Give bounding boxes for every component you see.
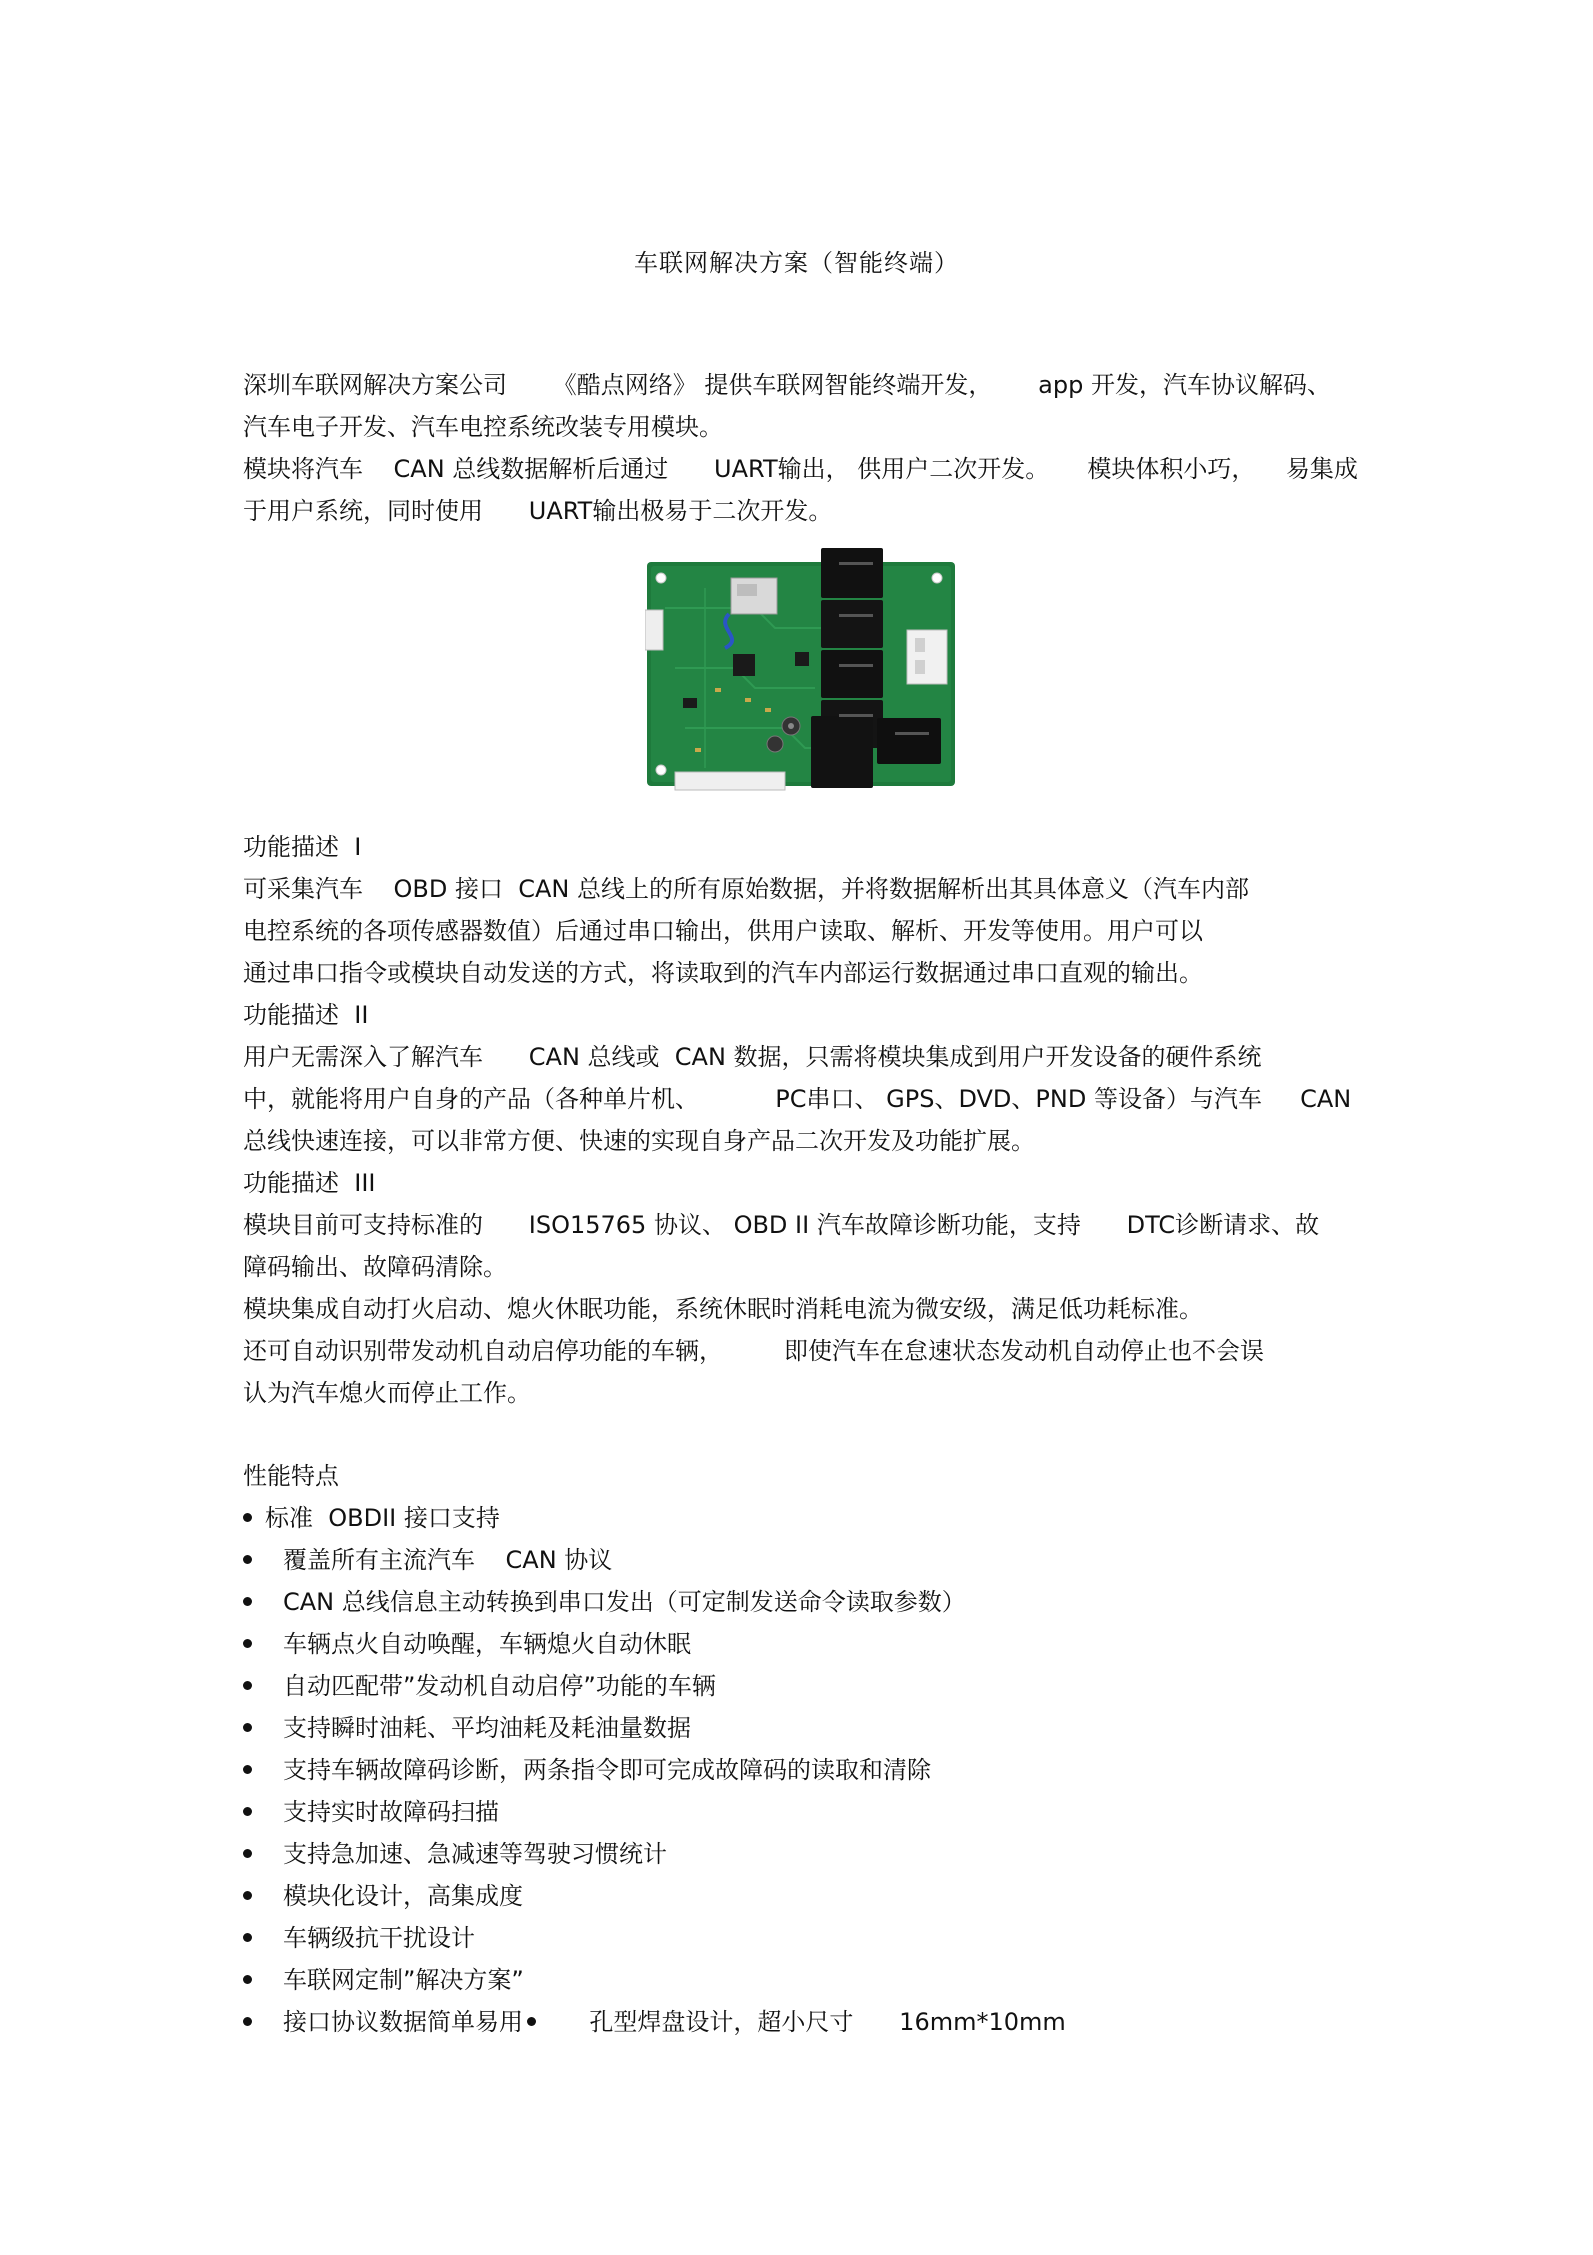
feature-item: 车辆点火自动唤醒，车辆熄火自动休眠 <box>243 1629 691 1659</box>
bullet-icon <box>243 1975 252 1984</box>
bullet-icon <box>243 1723 252 1732</box>
intro-line-4: 于用户系统，同时使用 UART输出极易于二次开发。 <box>243 497 833 525</box>
feature-item: 支持车辆故障码诊断，两条指令即可完成故障码的读取和清除 <box>243 1755 931 1785</box>
document-title: 车联网解决方案（智能终端） <box>634 249 959 277</box>
feature-item: 自动匹配带”发动机自动启停”功能的车辆 <box>243 1671 716 1701</box>
bullet-icon <box>243 1639 252 1648</box>
feature-item: CAN 总线信息主动转换到串口发出（可定制发送命令读取参数） <box>243 1587 966 1617</box>
section1-line-1: 可采集汽车 OBD 接口 CAN 总线上的所有原始数据，并将数据解析出其具体意义（汽车内部 <box>243 875 1249 903</box>
intro-line-3: 模块将汽车 CAN 总线数据解析后通过 UART输出， 供用户二次开发。 模块体积小巧， 易集成 <box>243 455 1358 483</box>
section3-line-1: 模块目前可支持标准的 ISO15765 协议、 OBD II 汽车故障诊断功能，支持 DTC诊断请求、故 <box>243 1211 1320 1239</box>
section2-line-1: 用户无需深入了解汽车 CAN 总线或 CAN 数据，只需将模块集成到用户开发设备的硬件系统 <box>243 1043 1262 1071</box>
feature-item: 支持瞬时油耗、平均油耗及耗油量数据 <box>243 1713 691 1743</box>
bullet-icon <box>243 1555 252 1564</box>
bullet-icon <box>243 1765 252 1774</box>
bullet-icon <box>243 1807 252 1816</box>
bullet-icon <box>243 2017 252 2026</box>
feature-item: 接口协议数据简单易用 孔型焊盘设计，超小尺寸 16mm*10mm <box>243 2007 1066 2037</box>
section2-line-2: 中，就能将用户自身的产品（各种单片机、 PC串口、 GPS、DVD、PND 等设备）与汽车 CAN <box>243 1085 1352 1113</box>
feature-item: 覆盖所有主流汽车 CAN 协议 <box>243 1545 612 1575</box>
circuit-board-image <box>645 548 957 806</box>
section1-line-3: 通过串口指令或模块自动发送的方式，将读取到的汽车内部运行数据通过串口直观的输出。 <box>243 959 1203 987</box>
section3-line-5: 认为汽车熄火而停止工作。 <box>243 1379 531 1407</box>
bullet-icon <box>243 1513 252 1522</box>
features-heading: 性能特点 <box>243 1462 339 1490</box>
section2-line-3: 总线快速连接，可以非常方便、快速的实现自身产品二次开发及功能扩展。 <box>243 1127 1035 1155</box>
bullet-icon <box>527 2017 536 2026</box>
feature-item: 支持急加速、急减速等驾驶习惯统计 <box>243 1839 667 1869</box>
section3-line-3: 模块集成自动打火启动、熄火休眠功能，系统休眠时消耗电流为微安级，满足低功耗标准。 <box>243 1295 1203 1323</box>
section3-line-2: 障码输出、故障码清除。 <box>243 1253 507 1281</box>
bullet-icon <box>243 1681 252 1690</box>
section3-line-4: 还可自动识别带发动机自动启停功能的车辆， 即使汽车在怠速状态发动机自动停止也不会误 <box>243 1337 1265 1365</box>
intro-line-1: 深圳车联网解决方案公司 《酷点网络》 提供车联网智能终端开发， app 开发，汽车协议解码、 <box>243 371 1331 399</box>
feature-item: 模块化设计，高集成度 <box>243 1881 523 1911</box>
intro-line-2: 汽车电子开发、汽车电控系统改装专用模块。 <box>243 413 723 441</box>
feature-item: 标准 OBDII 接口支持 <box>243 1503 500 1533</box>
section1-heading: 功能描述 I <box>243 833 362 861</box>
section3-heading: 功能描述 III <box>243 1169 376 1197</box>
bullet-icon <box>243 1597 252 1606</box>
feature-item: 支持实时故障码扫描 <box>243 1797 499 1827</box>
section2-heading: 功能描述 II <box>243 1001 369 1029</box>
bullet-icon <box>243 1891 252 1900</box>
feature-item: 车辆级抗干扰设计 <box>243 1923 475 1953</box>
bullet-icon <box>243 1933 252 1942</box>
feature-item: 车联网定制”解决方案” <box>243 1965 524 1995</box>
bullet-icon <box>243 1849 252 1858</box>
section1-line-2: 电控系统的各项传感器数值）后通过串口输出，供用户读取、解析、开发等使用。用户可以 <box>243 917 1203 945</box>
